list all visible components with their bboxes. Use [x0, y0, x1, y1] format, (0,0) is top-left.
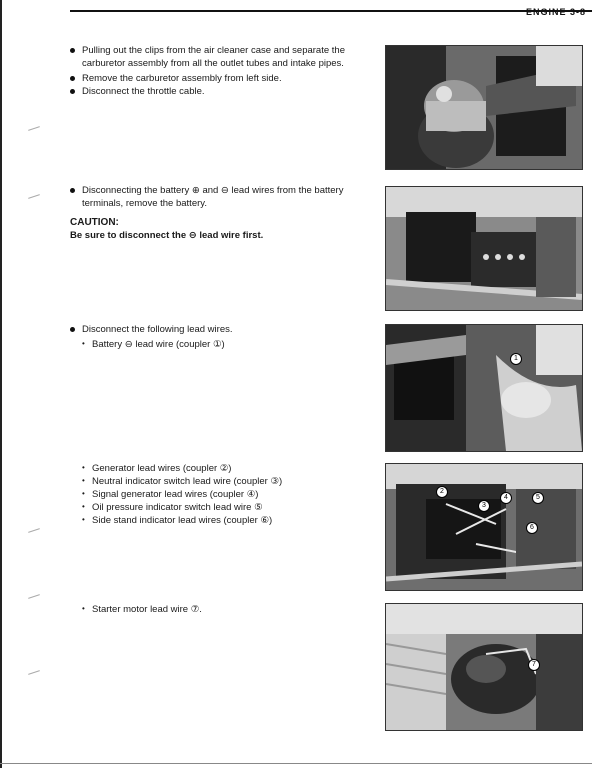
page-left-border	[0, 0, 2, 768]
margin-mark	[28, 594, 40, 599]
bottom-rule	[0, 763, 592, 764]
photo-carburetor	[385, 45, 583, 170]
step-3-sub-1: • Battery ⊖ lead wire (coupler ①)	[70, 338, 374, 351]
step-1-bullet-1: Pulling out the clips from the air cleaner case and separate the carburetor assembly from all the outlet tubes and intake pipes.	[70, 44, 374, 70]
margin-mark	[28, 528, 40, 533]
photo-battery	[385, 186, 583, 311]
step-2-bullet-1: Disconnecting the battery ⊕ and ⊖ lead wires from the battery terminals, remove the battery.	[70, 184, 374, 210]
step-3-text	[70, 323, 374, 351]
section-header: ENGINE 3-8	[525, 7, 586, 17]
step-5-sub-1: • Starter motor lead wire ⑦.	[70, 603, 374, 616]
margin-mark	[28, 670, 40, 675]
step-1-bullet-3: Disconnect the throttle cable.	[70, 85, 374, 98]
photo-starter-motor	[385, 603, 583, 731]
step-5-text	[70, 603, 374, 616]
margin-mark	[28, 126, 40, 131]
header-rule	[70, 7, 592, 17]
step-1-text	[70, 44, 374, 98]
step-4-sub-2: • Neutral indicator switch lead wire (coupler ③)	[70, 475, 374, 488]
step-4-sub-1: • Generator lead wires (coupler ②)	[70, 462, 374, 475]
photo-wiring-couplers	[385, 463, 583, 591]
margin-mark	[28, 194, 40, 199]
callout-6: 6	[526, 522, 538, 534]
step-3-bullet-1: Disconnect the following lead wires.	[70, 323, 374, 336]
step-4-sub-3: • Signal generator lead wires (coupler ④)	[70, 488, 374, 501]
step-1-bullet-2: Remove the carburetor assembly from left side.	[70, 72, 374, 85]
callout-2: 2	[436, 486, 448, 498]
step-4-sub-5: • Side stand indicator lead wires (coupler ⑥)	[70, 514, 374, 527]
step-2-text	[70, 184, 374, 242]
callout-4: 4	[500, 492, 512, 504]
caution-text: Be sure to disconnect the ⊖ lead wire first.	[70, 230, 264, 241]
callout-3: 3	[478, 500, 490, 512]
photo-battery-coupler	[385, 324, 583, 452]
step-4-text	[70, 462, 374, 527]
callout-5: 5	[532, 492, 544, 504]
callout-7: 7	[528, 659, 540, 671]
callout-1: 1	[510, 353, 522, 365]
caution-title: CAUTION:	[70, 217, 119, 228]
step-4-sub-4: • Oil pressure indicator switch lead wire ⑤	[70, 501, 374, 514]
